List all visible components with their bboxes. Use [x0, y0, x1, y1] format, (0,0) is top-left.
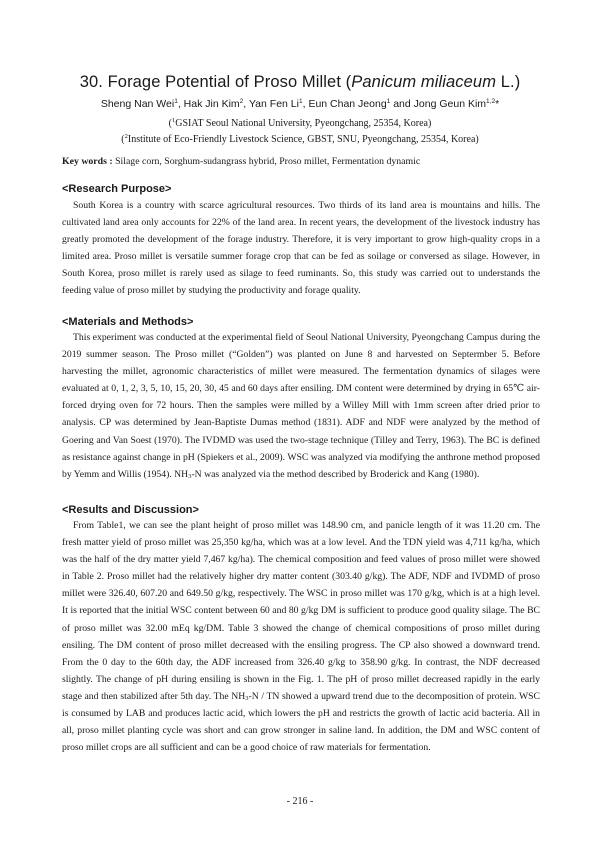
author-affiliation-mark: 1 — [174, 98, 178, 105]
affiliation-1 — [0, 118, 600, 129]
affiliation-text: Institute of Eco-Friendly Livestock Science, GBST, SNU, Pyeongchang, 25354, Korea) — [127, 134, 479, 145]
author-list — [0, 98, 600, 110]
author-separator: , — [243, 98, 249, 110]
author-affiliation-mark: 1 — [298, 98, 303, 105]
section-heading-results-discussion: <Results and Discussion> — [62, 504, 199, 516]
author-separator: , — [177, 98, 184, 110]
author-affiliation-mark: 1,2 — [486, 98, 496, 105]
keywords-text: Silage corn, Sorghum-sudangrass hybrid, Proso millet, Fermentation dynamic — [115, 156, 421, 167]
affiliation-2 — [0, 134, 600, 145]
title-prefix: 30. Forage Potential of Proso Millet ( — [79, 73, 352, 91]
methods-subscript: 3 — [188, 472, 192, 480]
corresponding-author-mark: * — [495, 98, 500, 110]
results-discussion-paragraph — [62, 517, 540, 756]
section-heading-research-purpose: <Research Purpose> — [62, 183, 172, 195]
affiliation-text: GSIAT Seoul National University, Pyeongchang, 25354, Korea) — [175, 118, 432, 129]
keywords-line — [62, 156, 420, 167]
results-text-part-2: -N / TN showed a upward trend due to the decomposition of protein. WSC is consumed by LAB and produces lactic acid, which lowers the pH and restricts the growth of lactic acid bacteria. All in all, proso millet planting cycle was short and can grow stronger in saline land. In addition, the DM and WSC content of proso millet crops are all sufficient and can be a good choice of raw materials for fermentation. — [62, 690, 540, 754]
author-separator: and — [390, 98, 414, 110]
title-species: Panicum miliaceum — [351, 73, 497, 91]
affiliation-mark: 1 — [172, 117, 176, 124]
affiliation-paren: ( — [168, 118, 172, 129]
methods-text-part-1: This experiment was conducted at the experimental field of Seoul National University, Pyeongchang Campus during the 2019 summer season. The Proso millet (“Golden”) was planted on June 8 and harvested on Septermber 5. Before harvesting the millet, agronomic characteristics of millet were measured. The fermentation dynamics of silages were evaluated at 0, 1, 2, 3, 5, 10, 15, 20, 30, 45 and 60 days after ensiling. DM content were determined by drying in 65℃ air-forced drying oven for 72 hours. Then the samples were milled by a Willey Mill with 1mm screen after dried prior to analysis. CP was determined by Jean-Baptiste Dumas method (1831). ADF and NDF were analyzed by the method of Goering and Van Soest (1970). The IVDMD was used the two-stage technique (Tilley and Terry, 1963). The BC is defined as resistance against change in pH (Spiekers et al., 2009). WSC was analyzed via modifying the anthrone method proposed by Yemm and Willis (1954). NH — [62, 332, 540, 480]
author-name: Jong Geun Kim — [413, 98, 487, 110]
keywords-label: Key words : — [62, 156, 116, 167]
affiliation-mark: 2 — [124, 133, 128, 140]
author-affiliation-mark: 2 — [239, 98, 244, 105]
title-suffix: L.) — [496, 73, 521, 91]
research-purpose-paragraph: South Korea is a country with scarce agricultural resources. Two thirds of its land area is mountains and hills. The cultivated land area only accounts for 22% of the land area. In recent years, the development of the livestock industry has greatly promoted the development of the forage industry. Therefore, it is very important to grow high-quality crops in a limited area. Proso millet is versatile summer forage crop that can be fed as soilage or conversed as silage. However, in South Korea, proso millet is rarely used as silage to feed ruminants. So, this study was carried out to understands the feeding value of proso millet by studying the productivity and forage quality. — [62, 200, 540, 297]
results-subscript: 3 — [245, 694, 249, 702]
methods-text-part-2: -N was analyzed via the method described by Broderick and Kang (1980). — [191, 468, 480, 480]
paper-title — [0, 73, 600, 92]
author-name: Sheng Nan Wei — [100, 98, 175, 110]
author-separator: , — [302, 98, 309, 110]
author-name: Eun Chan Jeong — [308, 98, 387, 110]
author-affiliation-mark: 1 — [386, 98, 391, 105]
affiliation-paren: ( — [121, 134, 125, 145]
results-text-part-1: From Table1, we can see the plant height of proso millet was 148.90 cm, and panicle length of it was 11.20 cm. The fresh matter yield of proso millet was 25,350 kg/ha, which was at a low level. And the TDN yield was 4,711 kg/ha, which was the half of the dry matter yield 7,467 kg/ha). The chemical composition and feed values of proso millet were showed in Table 2. Proso millet had the relatively higher dry matter content (303.40 g/kg). The ADF, NDF and IVDMD of proso millet were 326.40, 607.20 and 649.50 g/kg, respectively. The WSC in proso millet was 170 g/kg, which is at a high level. It is reported that the initial WSC content between 60 and 80 g/kg DM is sufficient to produce good quality silage. The BC of proso millet was 32.00 mEq kg/DM. Table 3 showed the change of chemical compositions of proso millet during ensiling. The DM content of proso millet decreased with the ensiling progress. The CP also showed a downward trend. From the 0 day to the 60th day, the ADF increased from 326.40 g/kg to 358.90 g/kg. In contrast, the NDF decreased slightly. The change of pH during ensiling is shown in the Fig. 1. The pH of proso millet decreased rapidly in the early stage and then stabilized after 5th day. The NH — [62, 520, 540, 702]
page-number: - 216 - — [286, 796, 314, 807]
materials-methods-paragraph — [62, 329, 540, 483]
author-name: Hak Jin Kim — [183, 98, 240, 110]
author-name: Yan Fen Li — [248, 98, 299, 110]
section-heading-materials-methods: <Materials and Methods> — [62, 316, 194, 328]
